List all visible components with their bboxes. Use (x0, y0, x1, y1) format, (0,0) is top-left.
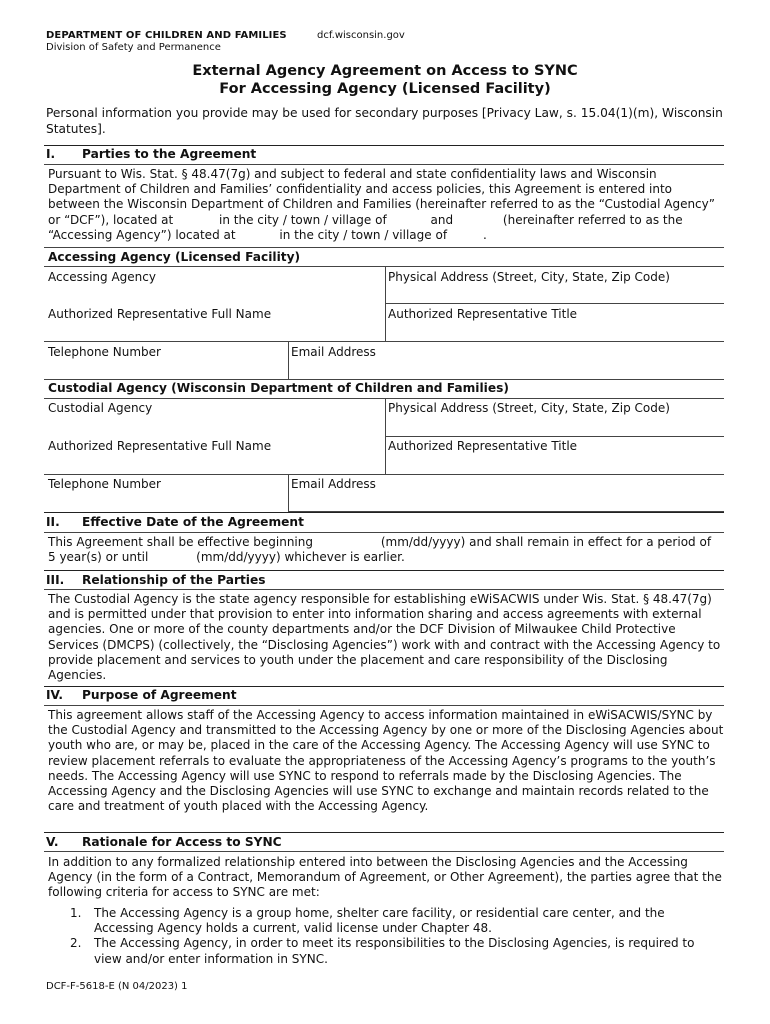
privacy-notice: Personal information you provide may be used for secondary purposes [Privacy Law, s. 15.04(1)(m), Wisconsin Statutes]. (46, 106, 723, 136)
parties-text-b: in the city / town / village of (219, 212, 387, 227)
custodial-email-field[interactable]: Email Address (291, 477, 376, 491)
accessing-agency-field[interactable]: Accessing Agency (48, 270, 156, 284)
section-title: Parties to the Agreement (82, 147, 257, 161)
accessing-rep-title-field[interactable]: Authorized Representative Title (388, 307, 578, 321)
custodial-rep-name-field[interactable]: Authorized Representative Full Name (48, 439, 272, 453)
section-divider (44, 164, 724, 165)
cell-divider (44, 474, 724, 475)
parties-text-f: . (483, 227, 487, 242)
section-divider (44, 686, 724, 687)
cell-divider (385, 303, 724, 304)
cell-divider (385, 436, 724, 437)
list-number: 2. (70, 936, 82, 951)
accessing-email-field[interactable]: Email Address (291, 345, 376, 359)
cell-divider (288, 341, 289, 379)
form-footer: DCF-F-5618-E (N 04/2023) 1 (46, 981, 188, 992)
division-name: Division of Safety and Permanence (46, 42, 221, 53)
block-divider (44, 398, 724, 399)
section-divider (44, 705, 724, 706)
section-number: I. (46, 147, 56, 161)
effective-text-c: 5 year(s) or until (48, 550, 149, 565)
section-number: III. (46, 573, 65, 587)
section-title: Rationale for Access to SYNC (82, 835, 282, 849)
list-item (70, 906, 724, 936)
form-title-line2: For Accessing Agency (Licensed Facility) (219, 81, 551, 97)
custodial-phone-field[interactable]: Telephone Number (48, 477, 161, 491)
section-4-text: This agreement allows staff of the Accessing Agency to access information maintained in eWiSACWIS/SYNC by the Custodial Agency and transmitted to the Accessing Agency by one or more of the Disclosing Agencies about youth who are, or may be, placed in the care of the Accessing Agency. The Accessing Agency will use SYNC to review placement referrals to evaluate the appropriateness of the Accessing Agency’s programs to the youth’s needs. The Accessing Agency will use SYNC to respond to referrals made by the Disclosing Agencies. The Accessing Agency and the Disclosing Agencies will use SYNC to exchange and maintain records related to the care and treatment of youth placed with the Accessing Agency. (48, 708, 724, 814)
parties-text-d: (hereinafter referred to as the “Accessing Agency”) located at (48, 212, 683, 242)
section-divider (44, 832, 724, 833)
cell-divider (385, 266, 386, 342)
effective-text-b: (mm/dd/yyyy) and shall remain in effect for a period of (380, 535, 712, 549)
section-5-text: In addition to any formalized relationship entered into between the Disclosing Agencies and the Accessing Agency (in the form of a Contract, Memorandum of Agreement, or Other Agreement), the parties agree that the following criteria for access to SYNC are met: (48, 855, 722, 900)
section-number: IV. (46, 688, 64, 702)
list-text: The Accessing Agency is a group home, shelter care facility, or residential care center, and the Accessing Agency holds a current, valid license under Chapter 48. (94, 906, 665, 936)
section-1-heading (46, 147, 724, 161)
custodial-agency-heading: Custodial Agency (Wisconsin Department of Children and Families) (48, 381, 509, 395)
cell-divider (288, 474, 289, 512)
department-name: DEPARTMENT OF CHILDREN AND FAMILIES (46, 30, 287, 41)
website-link[interactable]: dcf.wisconsin.gov (317, 30, 405, 41)
custodial-address-field[interactable]: Physical Address (Street, City, State, Zip Code) (388, 401, 670, 415)
accessing-phone-field[interactable]: Telephone Number (48, 345, 161, 359)
block-divider (44, 266, 724, 267)
criteria-list (70, 906, 724, 967)
section-title: Relationship of the Parties (82, 573, 266, 587)
section-divider (44, 512, 724, 513)
effective-text-a: This Agreement shall be effective beginning (48, 535, 313, 549)
block-divider (44, 379, 724, 380)
form-title-line1: External Agency Agreement on Access to SYNC (192, 63, 578, 79)
parties-text-c: and (430, 212, 454, 227)
section-number: II. (46, 515, 60, 529)
custodial-agency-field[interactable]: Custodial Agency (48, 401, 153, 415)
section-5-heading (46, 835, 724, 849)
section-3-heading (46, 573, 724, 587)
parties-text-a: Pursuant to Wis. Stat. § 48.47(7g) and subject to federal and state confidentiality laws and Wisconsin Department of Children and Families’ confidentiality and access policies, this Agreement is entered into between the Wisconsin Department of Children and Families (hereinafter referred to as the “Custodial Agency” or “DCF”), located at (48, 167, 715, 227)
section-divider (44, 532, 724, 533)
section-title: Effective Date of the Agreement (82, 515, 304, 529)
accessing-agency-heading: Accessing Agency (Licensed Facility) (48, 250, 301, 264)
section-divider (44, 145, 724, 146)
section-number: V. (46, 835, 59, 849)
section-1-text (48, 167, 724, 243)
section-divider (44, 851, 724, 852)
parties-text-e: in the city / town / village of (279, 227, 448, 242)
list-text: The Accessing Agency, in order to meet its responsibilities to the Disclosing Agencies, is required to view and/or enter information in SYNC. (94, 936, 695, 966)
list-item (70, 936, 724, 966)
custodial-rep-title-field[interactable]: Authorized Representative Title (388, 439, 578, 453)
accessing-address-field[interactable]: Physical Address (Street, City, State, Zip Code) (388, 270, 670, 284)
cell-divider (44, 341, 724, 342)
block-divider (44, 247, 724, 248)
section-2-text (48, 535, 724, 565)
accessing-rep-name-field[interactable]: Authorized Representative Full Name (48, 307, 272, 321)
list-number: 1. (70, 906, 82, 920)
section-4-heading (46, 688, 724, 702)
section-3-text: The Custodial Agency is the state agency responsible for establishing eWiSACWIS under Wis. Stat. § 48.47(7g) and is permitted under that provision to enter into information sharing and access agreements with external agencies. One or more of the county departments and/or the DCF Division of Milwaukee Child Protective Services (DMCPS) (collectively, the “Disclosing Agencies”) work with and contract with the Accessing Agency to provide placement and services to youth under the placement and care responsibility of the Disclosing Agencies. (48, 592, 721, 683)
effective-text-d: (mm/dd/yyyy) whichever is earlier. (196, 550, 405, 565)
section-2-heading (46, 515, 724, 529)
section-title: Purpose of Agreement (82, 688, 237, 702)
section-divider (44, 589, 724, 590)
section-divider (44, 570, 724, 571)
